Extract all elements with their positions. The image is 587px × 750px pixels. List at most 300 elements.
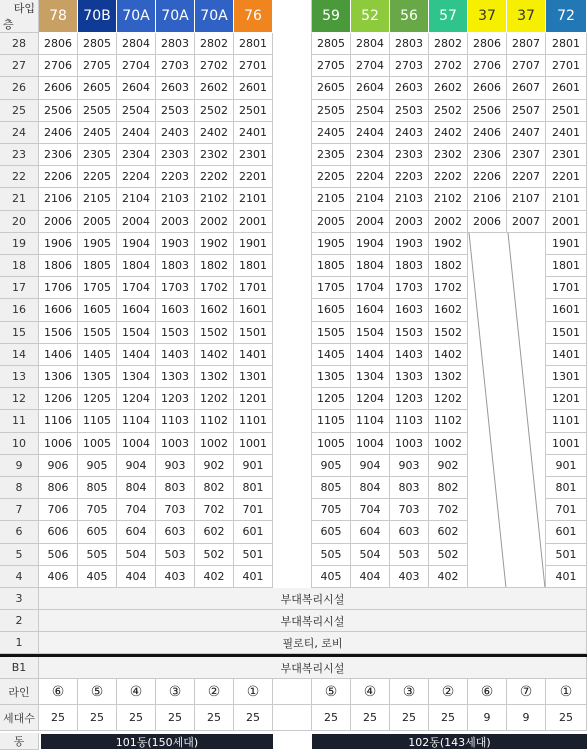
unit-cell: 606 bbox=[39, 521, 78, 543]
unit-cell: 1702 bbox=[429, 277, 468, 299]
unit-cell: 2703 bbox=[390, 55, 429, 77]
unit-cell: 2605 bbox=[78, 77, 117, 99]
unit-cell: 1006 bbox=[39, 433, 78, 455]
unit-cell: 705 bbox=[312, 499, 351, 521]
unit-cell: 2601 bbox=[546, 77, 587, 99]
unit-cell: 2104 bbox=[117, 188, 156, 210]
unit-cell: 2804 bbox=[117, 33, 156, 55]
unit-cell: 1204 bbox=[351, 388, 390, 410]
type-header: 56 bbox=[390, 0, 429, 33]
unit-cell: 2405 bbox=[312, 122, 351, 144]
unit-cell: 402 bbox=[429, 566, 468, 588]
unit-cell: 2302 bbox=[429, 144, 468, 166]
unit-count: 25 bbox=[39, 705, 78, 731]
unit-cell: 905 bbox=[312, 455, 351, 477]
unit-cell: 1104 bbox=[117, 410, 156, 432]
unit-cell: 1004 bbox=[117, 433, 156, 455]
unit-cell: 1506 bbox=[39, 322, 78, 344]
unit-count-label: 세대수 bbox=[0, 705, 39, 731]
unit-count: 25 bbox=[312, 705, 351, 731]
unit-cell: 1802 bbox=[195, 255, 234, 277]
unit-cell: 1802 bbox=[429, 255, 468, 277]
unit-cell: 802 bbox=[429, 477, 468, 499]
unit-cell: 1604 bbox=[117, 299, 156, 321]
unit-cell: 2101 bbox=[234, 188, 273, 210]
unit-cell: 703 bbox=[156, 499, 195, 521]
unit-cell: 2401 bbox=[234, 122, 273, 144]
type-header bbox=[273, 0, 312, 33]
unit-cell: 805 bbox=[312, 477, 351, 499]
unit-cell: 2203 bbox=[156, 166, 195, 188]
unit-cell: 2506 bbox=[39, 100, 78, 122]
unit-count: 25 bbox=[195, 705, 234, 731]
unit-cell: 403 bbox=[156, 566, 195, 588]
unit-cell bbox=[468, 277, 507, 299]
line-number: ③ bbox=[156, 679, 195, 705]
gap-cell bbox=[273, 544, 312, 566]
facility-band: 부대복리시설 bbox=[39, 610, 587, 632]
unit-cell: 1003 bbox=[390, 433, 429, 455]
unit-cell: 1901 bbox=[234, 233, 273, 255]
unit-cell: 2505 bbox=[312, 100, 351, 122]
unit-cell: 1002 bbox=[429, 433, 468, 455]
unit-cell: 1605 bbox=[312, 299, 351, 321]
unit-cell bbox=[468, 388, 507, 410]
unit-cell: 1504 bbox=[117, 322, 156, 344]
unit-cell: 2201 bbox=[546, 166, 587, 188]
unit-cell: 1503 bbox=[390, 322, 429, 344]
floor-label: 26 bbox=[0, 77, 39, 99]
unit-cell: 701 bbox=[546, 499, 587, 521]
unit-cell bbox=[468, 344, 507, 366]
unit-cell bbox=[468, 366, 507, 388]
unit-cell bbox=[507, 477, 546, 499]
unit-cell: 1504 bbox=[351, 322, 390, 344]
line-number: ③ bbox=[390, 679, 429, 705]
unit-cell: 2606 bbox=[39, 77, 78, 99]
unit-cell: 603 bbox=[156, 521, 195, 543]
unit-cell: 401 bbox=[546, 566, 587, 588]
unit-cell: 502 bbox=[429, 544, 468, 566]
unit-cell: 1001 bbox=[546, 433, 587, 455]
unit-cell: 1202 bbox=[429, 388, 468, 410]
unit-cell: 1903 bbox=[390, 233, 429, 255]
unit-cell: 1703 bbox=[156, 277, 195, 299]
unit-cell: 1705 bbox=[78, 277, 117, 299]
type-header: 72 bbox=[546, 0, 587, 33]
unit-cell: 905 bbox=[78, 455, 117, 477]
unit-cell: 2604 bbox=[117, 77, 156, 99]
gap-cell bbox=[273, 477, 312, 499]
unit-cell: 2107 bbox=[507, 188, 546, 210]
unit-cell: 1805 bbox=[312, 255, 351, 277]
unit-cell: 2402 bbox=[429, 122, 468, 144]
line-number: ④ bbox=[117, 679, 156, 705]
unit-cell: 1603 bbox=[390, 299, 429, 321]
floor-label: 28 bbox=[0, 33, 39, 55]
unit-cell: 1102 bbox=[429, 410, 468, 432]
unit-cell: 802 bbox=[195, 477, 234, 499]
unit-cell: 2205 bbox=[78, 166, 117, 188]
unit-cell: 2804 bbox=[351, 33, 390, 55]
unit-cell bbox=[468, 566, 507, 588]
unit-cell: 2106 bbox=[39, 188, 78, 210]
floor-label: 18 bbox=[0, 255, 39, 277]
unit-count: 25 bbox=[156, 705, 195, 731]
gap-cell bbox=[273, 679, 312, 705]
unit-cell bbox=[468, 544, 507, 566]
unit-cell bbox=[507, 255, 546, 277]
unit-cell: 2506 bbox=[468, 100, 507, 122]
unit-cell: 1904 bbox=[117, 233, 156, 255]
unit-cell: 503 bbox=[390, 544, 429, 566]
gap-cell bbox=[273, 499, 312, 521]
unit-cell: 1202 bbox=[195, 388, 234, 410]
unit-cell: 2103 bbox=[390, 188, 429, 210]
unit-cell bbox=[507, 410, 546, 432]
type-header: 57 bbox=[429, 0, 468, 33]
unit-cell: 1302 bbox=[429, 366, 468, 388]
unit-cell: 501 bbox=[546, 544, 587, 566]
floor-label: 14 bbox=[0, 344, 39, 366]
unit-cell: 2005 bbox=[312, 211, 351, 233]
unit-cell: 1404 bbox=[351, 344, 390, 366]
unit-cell: 2802 bbox=[429, 33, 468, 55]
floor-label: 6 bbox=[0, 521, 39, 543]
unit-cell: 1503 bbox=[156, 322, 195, 344]
unit-cell: 2205 bbox=[312, 166, 351, 188]
gap-cell bbox=[273, 277, 312, 299]
unit-cell: 702 bbox=[195, 499, 234, 521]
gap-cell bbox=[273, 366, 312, 388]
unit-cell: 2703 bbox=[156, 55, 195, 77]
unit-cell: 2106 bbox=[468, 188, 507, 210]
unit-cell: 2102 bbox=[195, 188, 234, 210]
unit-cell: 2305 bbox=[78, 144, 117, 166]
unit-cell: 1801 bbox=[234, 255, 273, 277]
unit-cell: 1803 bbox=[390, 255, 429, 277]
line-number: ① bbox=[234, 679, 273, 705]
floor-label: 21 bbox=[0, 188, 39, 210]
unit-cell: 1904 bbox=[351, 233, 390, 255]
unit-cell: 1101 bbox=[234, 410, 273, 432]
unit-cell: 1604 bbox=[351, 299, 390, 321]
type-header: 78 bbox=[39, 0, 78, 33]
unit-cell: 1301 bbox=[546, 366, 587, 388]
unit-cell: 1605 bbox=[78, 299, 117, 321]
unit-cell: 1901 bbox=[546, 233, 587, 255]
unit-cell: 2501 bbox=[234, 100, 273, 122]
unit-cell: 402 bbox=[195, 566, 234, 588]
unit-cell bbox=[468, 233, 507, 255]
floor-label: 2 bbox=[0, 610, 39, 632]
unit-cell: 2602 bbox=[195, 77, 234, 99]
unit-cell: 504 bbox=[351, 544, 390, 566]
unit-cell: 1704 bbox=[117, 277, 156, 299]
gap-cell bbox=[273, 705, 312, 731]
gap-cell bbox=[273, 322, 312, 344]
unit-cell: 2304 bbox=[117, 144, 156, 166]
unit-cell: 1205 bbox=[78, 388, 117, 410]
unit-cell: 1405 bbox=[78, 344, 117, 366]
gap-cell bbox=[273, 188, 312, 210]
unit-cell bbox=[468, 499, 507, 521]
unit-cell: 1105 bbox=[312, 410, 351, 432]
unit-cell: 1501 bbox=[234, 322, 273, 344]
unit-cell bbox=[468, 299, 507, 321]
corner-header bbox=[0, 0, 39, 33]
gap-cell bbox=[273, 433, 312, 455]
unit-cell: 1702 bbox=[195, 277, 234, 299]
unit-cell: 2704 bbox=[117, 55, 156, 77]
unit-count: 25 bbox=[390, 705, 429, 731]
unit-cell: 2503 bbox=[156, 100, 195, 122]
unit-cell: 2001 bbox=[234, 211, 273, 233]
unit-cell: 601 bbox=[546, 521, 587, 543]
unit-cell: 2102 bbox=[429, 188, 468, 210]
gap-cell bbox=[273, 388, 312, 410]
line-row-label: 라인 bbox=[0, 679, 39, 705]
unit-cell: 2705 bbox=[78, 55, 117, 77]
floor-label: 10 bbox=[0, 433, 39, 455]
unit-cell: 2105 bbox=[312, 188, 351, 210]
unit-cell: 504 bbox=[117, 544, 156, 566]
unit-cell: 805 bbox=[78, 477, 117, 499]
unit-cell: 2101 bbox=[546, 188, 587, 210]
unit-count: 25 bbox=[351, 705, 390, 731]
line-number: ⑥ bbox=[39, 679, 78, 705]
unit-cell: 1401 bbox=[546, 344, 587, 366]
unit-cell: 2304 bbox=[351, 144, 390, 166]
gap-cell bbox=[273, 100, 312, 122]
unit-cell: 2006 bbox=[468, 211, 507, 233]
type-header: 70A bbox=[117, 0, 156, 33]
unit-cell: 1706 bbox=[39, 277, 78, 299]
unit-cell: 605 bbox=[78, 521, 117, 543]
unit-cell: 1705 bbox=[312, 277, 351, 299]
unit-cell: 906 bbox=[39, 455, 78, 477]
unit-cell: 2805 bbox=[78, 33, 117, 55]
unit-cell: 804 bbox=[117, 477, 156, 499]
unit-cell: 2603 bbox=[390, 77, 429, 99]
unit-cell: 2306 bbox=[39, 144, 78, 166]
unit-cell: 2505 bbox=[78, 100, 117, 122]
unit-cell: 1401 bbox=[234, 344, 273, 366]
unit-cell: 2502 bbox=[195, 100, 234, 122]
gap-cell bbox=[273, 211, 312, 233]
facility-band: 필로티, 로비 bbox=[39, 632, 587, 654]
unit-cell: 1902 bbox=[195, 233, 234, 255]
floor-label: 22 bbox=[0, 166, 39, 188]
unit-cell: 2203 bbox=[390, 166, 429, 188]
unit-cell: 2702 bbox=[429, 55, 468, 77]
unit-cell: 2406 bbox=[468, 122, 507, 144]
floor-label: 13 bbox=[0, 366, 39, 388]
unit-cell bbox=[507, 455, 546, 477]
unit-cell: 704 bbox=[351, 499, 390, 521]
unit-cell: 2801 bbox=[234, 33, 273, 55]
unit-cell: 1601 bbox=[546, 299, 587, 321]
unit-cell: 2402 bbox=[195, 122, 234, 144]
floor-label: 7 bbox=[0, 499, 39, 521]
gap-cell bbox=[273, 255, 312, 277]
floor-label: 9 bbox=[0, 455, 39, 477]
unit-cell: 2702 bbox=[195, 55, 234, 77]
unit-cell: 901 bbox=[546, 455, 587, 477]
unit-cell: 1905 bbox=[312, 233, 351, 255]
floor-label: 19 bbox=[0, 233, 39, 255]
unit-cell bbox=[507, 233, 546, 255]
unit-cell: 2807 bbox=[507, 33, 546, 55]
unit-cell: 1103 bbox=[156, 410, 195, 432]
floor-label: 17 bbox=[0, 277, 39, 299]
unit-cell: 1806 bbox=[39, 255, 78, 277]
unit-cell: 2302 bbox=[195, 144, 234, 166]
unit-cell: 1402 bbox=[429, 344, 468, 366]
unit-cell: 2404 bbox=[351, 122, 390, 144]
unit-cell bbox=[468, 410, 507, 432]
unit-cell bbox=[468, 433, 507, 455]
unit-cell: 2502 bbox=[429, 100, 468, 122]
line-number: ⑤ bbox=[312, 679, 351, 705]
unit-cell: 2206 bbox=[468, 166, 507, 188]
unit-cell: 2003 bbox=[156, 211, 195, 233]
unit-cell: 502 bbox=[195, 544, 234, 566]
unit-cell: 1304 bbox=[117, 366, 156, 388]
line-number: ② bbox=[429, 679, 468, 705]
unit-cell: 1204 bbox=[117, 388, 156, 410]
unit-cell: 2403 bbox=[390, 122, 429, 144]
unit-cell: 1602 bbox=[195, 299, 234, 321]
unit-count: 25 bbox=[117, 705, 156, 731]
unit-cell: 2202 bbox=[429, 166, 468, 188]
unit-cell: 2005 bbox=[78, 211, 117, 233]
unit-cell: 2806 bbox=[39, 33, 78, 55]
unit-cell: 2105 bbox=[78, 188, 117, 210]
unit-count: 25 bbox=[546, 705, 587, 731]
unit-cell: 1505 bbox=[312, 322, 351, 344]
unit-cell: 704 bbox=[117, 499, 156, 521]
unit-cell: 2405 bbox=[78, 122, 117, 144]
unit-cell: 1402 bbox=[195, 344, 234, 366]
unit-cell: 2707 bbox=[507, 55, 546, 77]
gap-cell bbox=[273, 144, 312, 166]
unit-cell bbox=[507, 366, 546, 388]
unit-cell: 1301 bbox=[234, 366, 273, 388]
unit-cell: 1502 bbox=[195, 322, 234, 344]
floor-label: 24 bbox=[0, 122, 39, 144]
unit-cell: 1602 bbox=[429, 299, 468, 321]
type-header: 70A bbox=[195, 0, 234, 33]
unit-cell: 2006 bbox=[39, 211, 78, 233]
line-number: ① bbox=[546, 679, 587, 705]
unit-cell: 2806 bbox=[468, 33, 507, 55]
type-header: 70A bbox=[156, 0, 195, 33]
unit-cell: 1306 bbox=[39, 366, 78, 388]
gap-cell bbox=[273, 122, 312, 144]
floor-label: 25 bbox=[0, 100, 39, 122]
floor-label: 20 bbox=[0, 211, 39, 233]
unit-cell: 1701 bbox=[234, 277, 273, 299]
line-number: ⑦ bbox=[507, 679, 546, 705]
floor-label: 27 bbox=[0, 55, 39, 77]
unit-cell bbox=[468, 322, 507, 344]
unit-cell: 701 bbox=[234, 499, 273, 521]
unit-cell: 1102 bbox=[195, 410, 234, 432]
gap-cell bbox=[273, 55, 312, 77]
unit-cell: 505 bbox=[312, 544, 351, 566]
unit-cell: 1004 bbox=[351, 433, 390, 455]
unit-cell: 1505 bbox=[78, 322, 117, 344]
unit-cell: 1403 bbox=[156, 344, 195, 366]
unit-cell: 2303 bbox=[156, 144, 195, 166]
unit-cell: 401 bbox=[234, 566, 273, 588]
floor-label: 23 bbox=[0, 144, 39, 166]
unit-cell: 605 bbox=[312, 521, 351, 543]
unit-cell: 2605 bbox=[312, 77, 351, 99]
unit-cell bbox=[468, 477, 507, 499]
facility-band: 부대복리시설 bbox=[39, 657, 587, 679]
unit-cell: 2303 bbox=[390, 144, 429, 166]
unit-cell: 1905 bbox=[78, 233, 117, 255]
unit-cell: 2706 bbox=[39, 55, 78, 77]
building-102-band: 102동(143세대) bbox=[312, 734, 587, 749]
building-label: 동 bbox=[0, 733, 39, 750]
unit-cell: 801 bbox=[546, 477, 587, 499]
type-header: 59 bbox=[312, 0, 351, 33]
unit-cell: 702 bbox=[429, 499, 468, 521]
line-number: ⑥ bbox=[468, 679, 507, 705]
unit-cell: 2004 bbox=[351, 211, 390, 233]
unit-cell: 405 bbox=[78, 566, 117, 588]
unit-cell: 1205 bbox=[312, 388, 351, 410]
unit-cell: 1203 bbox=[156, 388, 195, 410]
unit-cell: 2301 bbox=[546, 144, 587, 166]
unit-cell: 1804 bbox=[351, 255, 390, 277]
unit-cell: 2002 bbox=[429, 211, 468, 233]
unit-cell: 1501 bbox=[546, 322, 587, 344]
unit-cell: 1704 bbox=[351, 277, 390, 299]
floor-label: 5 bbox=[0, 544, 39, 566]
unit-cell: 2401 bbox=[546, 122, 587, 144]
unit-cell: 1001 bbox=[234, 433, 273, 455]
unit-cell bbox=[507, 322, 546, 344]
gap-cell bbox=[273, 455, 312, 477]
unit-cell: 2801 bbox=[546, 33, 587, 55]
floor-label: 1 bbox=[0, 632, 39, 654]
unit-cell: 1005 bbox=[78, 433, 117, 455]
type-header: 37 bbox=[507, 0, 546, 33]
unit-cell: 2007 bbox=[507, 211, 546, 233]
line-number: ⑤ bbox=[78, 679, 117, 705]
unit-cell: 1606 bbox=[39, 299, 78, 321]
unit-cell: 1803 bbox=[156, 255, 195, 277]
floor-label: 16 bbox=[0, 299, 39, 321]
unit-cell: 1002 bbox=[195, 433, 234, 455]
unit-cell: 506 bbox=[39, 544, 78, 566]
floor-label: B1 bbox=[0, 657, 39, 679]
unit-cell: 404 bbox=[117, 566, 156, 588]
unit-cell: 1701 bbox=[546, 277, 587, 299]
unit-cell: 604 bbox=[351, 521, 390, 543]
unit-cell: 403 bbox=[390, 566, 429, 588]
unit-cell: 1404 bbox=[117, 344, 156, 366]
unit-cell: 1203 bbox=[390, 388, 429, 410]
unit-cell: 2204 bbox=[351, 166, 390, 188]
gap-cell bbox=[273, 344, 312, 366]
unit-cell: 1302 bbox=[195, 366, 234, 388]
unit-cell: 804 bbox=[351, 477, 390, 499]
